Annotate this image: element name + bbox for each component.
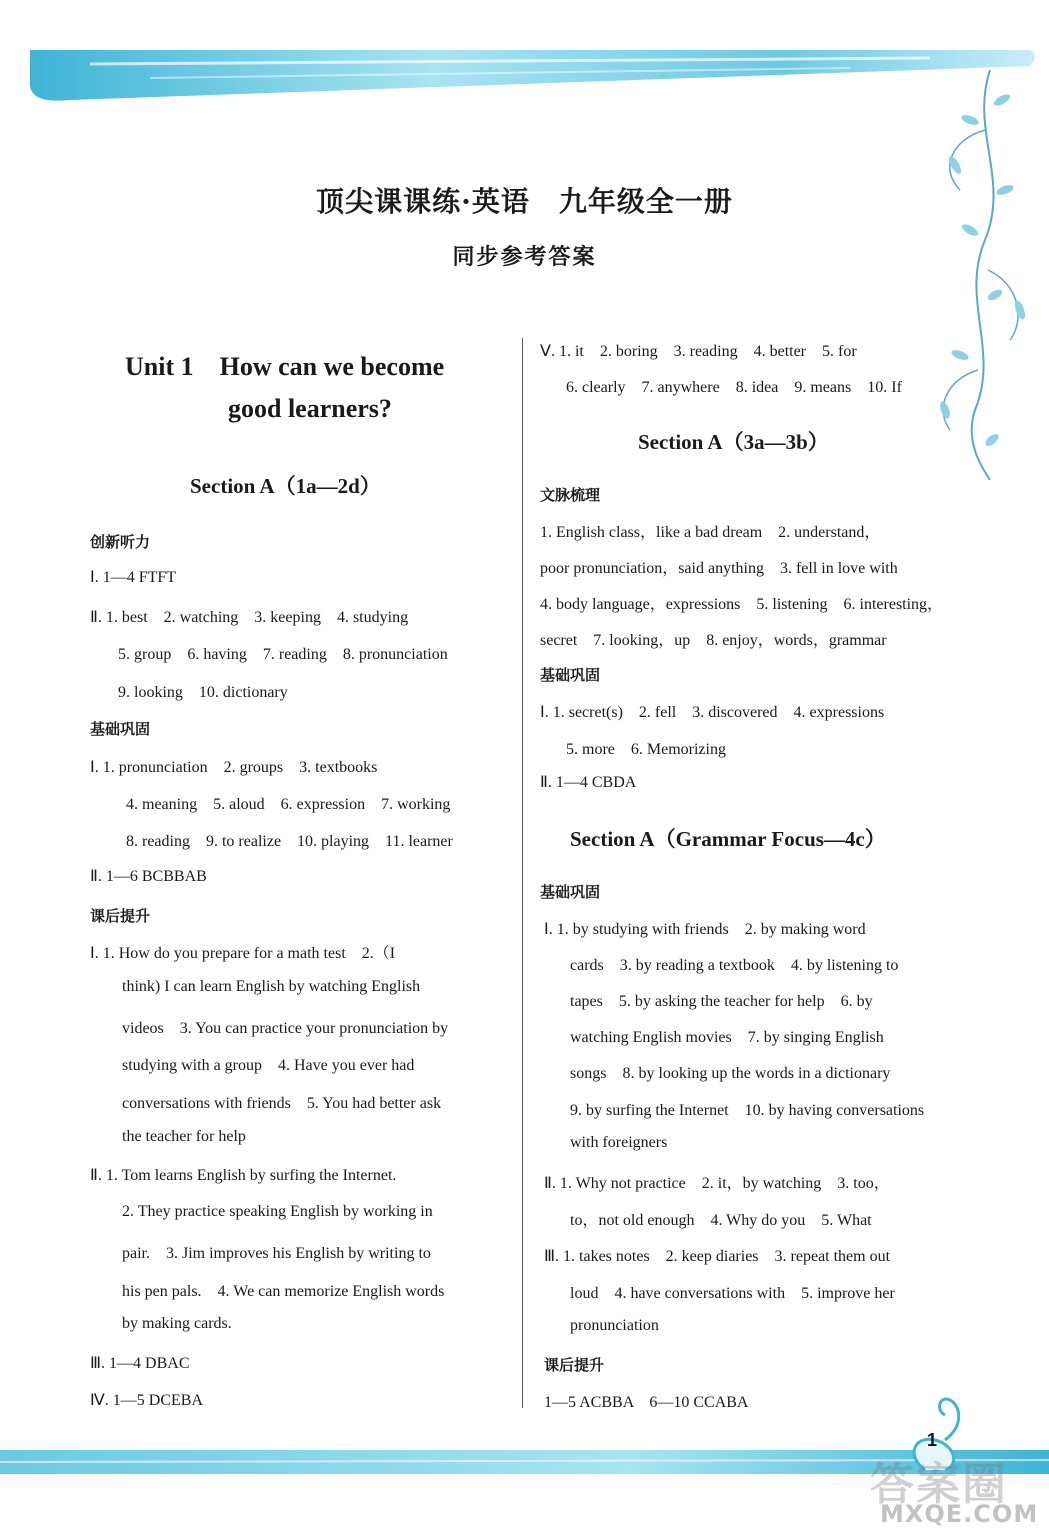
answer-line: 5. more 6. Memorizing (566, 741, 726, 758)
answer-line: Ⅴ. 1. it 2. boring 3. reading 4. better 5. for (540, 343, 857, 360)
answer-line: songs 8. by looking up the words in a dictionary (570, 1065, 891, 1082)
answer-line: videos 3. You can practice your pronunciation by (122, 1020, 449, 1037)
category-label: 课后提升 (90, 907, 151, 925)
answer-line: 6. clearly 7. anywhere 8. idea 9. means 10. If (566, 379, 902, 396)
answer-line: 9. by surfing the Internet 10. by having conversations (570, 1102, 925, 1119)
answer-line: Ⅱ. 1—6 BCBBAB (90, 868, 207, 885)
page-subtitle: 同步参考答案 (452, 245, 597, 270)
page-title: 顶尖课课练·英语 九年级全一册 (316, 185, 733, 218)
answer-line: secret 7. looking，up 8. enjoy，words，grammar (540, 632, 887, 649)
category-label: 基础巩固 (540, 666, 601, 684)
answer-line: 1. English class，like a bad dream 2. understand， (540, 524, 881, 541)
answer-line: by making cards. (122, 1315, 232, 1332)
answer-line: poor pronunciation，said anything 3. fell in love with (540, 560, 898, 577)
answer-line: Ⅱ. 1. best 2. watching 3. keeping 4. studying (90, 609, 409, 626)
watermark-url: MXQE.COM (880, 1500, 1039, 1528)
answer-line: studying with a group 4. Have you ever had (122, 1057, 415, 1074)
category-label: 创新听力 (90, 533, 151, 551)
answer-line: tapes 5. by asking the teacher for help 6. by (570, 993, 873, 1010)
top-decorative-band (30, 44, 1040, 104)
unit-heading-line2: good learners? (228, 394, 392, 423)
answer-line: 5. group 6. having 7. reading 8. pronunciation (118, 646, 448, 663)
answer-line: 8. reading 9. to realize 10. playing 11. learner (126, 833, 453, 850)
answer-line: 4. meaning 5. aloud 6. expression 7. working (126, 796, 451, 813)
watermark-logo: 答案圈 (870, 1459, 1008, 1510)
category-label: 基础巩固 (540, 883, 601, 901)
answer-line: conversations with friends 5. You had better ask (122, 1095, 442, 1112)
answer-line: the teacher for help (122, 1128, 246, 1145)
answer-line: cards 3. by reading a textbook 4. by listening to (570, 957, 899, 974)
section-heading: Section A（1a—2d） (190, 474, 381, 498)
column-divider (522, 338, 523, 1408)
answer-line: 9. looking 10. dictionary (118, 684, 288, 701)
answer-line: Ⅰ. 1. by studying with friends 2. by making word (544, 921, 866, 938)
answer-line: his pen pals. 4. We can memorize English words (122, 1283, 445, 1300)
answer-line: Ⅰ. 1. secret(s) 2. fell 3. discovered 4. expressions (540, 704, 885, 721)
answer-line: 2. They practice speaking English by working in (122, 1203, 433, 1220)
page-number: 1 (927, 1430, 938, 1450)
answer-line: Ⅳ. 1—5 DCEBA (90, 1392, 203, 1409)
answer-line: Ⅰ. 1—4 FTFT (90, 569, 177, 586)
answer-line: 4. body language，expressions 5. listening 6. interesting， (540, 596, 944, 613)
category-label: 基础巩固 (90, 720, 151, 738)
unit-heading-line1: Unit 1 How can we become (125, 352, 445, 381)
vine-decoration (930, 70, 1040, 480)
answer-line: loud 4. have conversations with 5. improve her (570, 1285, 895, 1302)
answer-line: Ⅲ. 1—4 DBAC (90, 1355, 190, 1372)
category-label: 文脉梳理 (540, 486, 601, 504)
answer-line: Ⅰ. 1. pronunciation 2. groups 3. textbooks (90, 759, 378, 776)
answer-line: Ⅱ. 1. Tom learns English by surfing the Internet. (90, 1167, 397, 1184)
answer-line: watching English movies 7. by singing English (570, 1029, 884, 1046)
answer-line: think) I can learn English by watching English (122, 978, 421, 995)
section-heading: Section A（3a—3b） (638, 430, 829, 454)
section-heading: Section A（Grammar Focus—4c） (570, 827, 886, 851)
answer-line: pronunciation (570, 1317, 659, 1334)
answer-line: Ⅱ. 1—4 CBDA (540, 774, 637, 791)
answer-line: with foreigners (570, 1134, 668, 1151)
answer-line: pair. 3. Jim improves his English by writing to (122, 1245, 431, 1262)
answer-line: Ⅰ. 1. How do you prepare for a math test 2.（I (90, 945, 396, 962)
category-label: 课后提升 (544, 1356, 605, 1374)
answer-line: Ⅱ. 1. Why not practice 2. it，by watching 3. too， (544, 1175, 890, 1192)
answer-line: 1—5 ACBBA 6—10 CCABA (544, 1394, 749, 1411)
answer-line: Ⅲ. 1. takes notes 2. keep diaries 3. repeat them out (544, 1248, 891, 1265)
answer-line: to，not old enough 4. Why do you 5. What (570, 1212, 872, 1229)
